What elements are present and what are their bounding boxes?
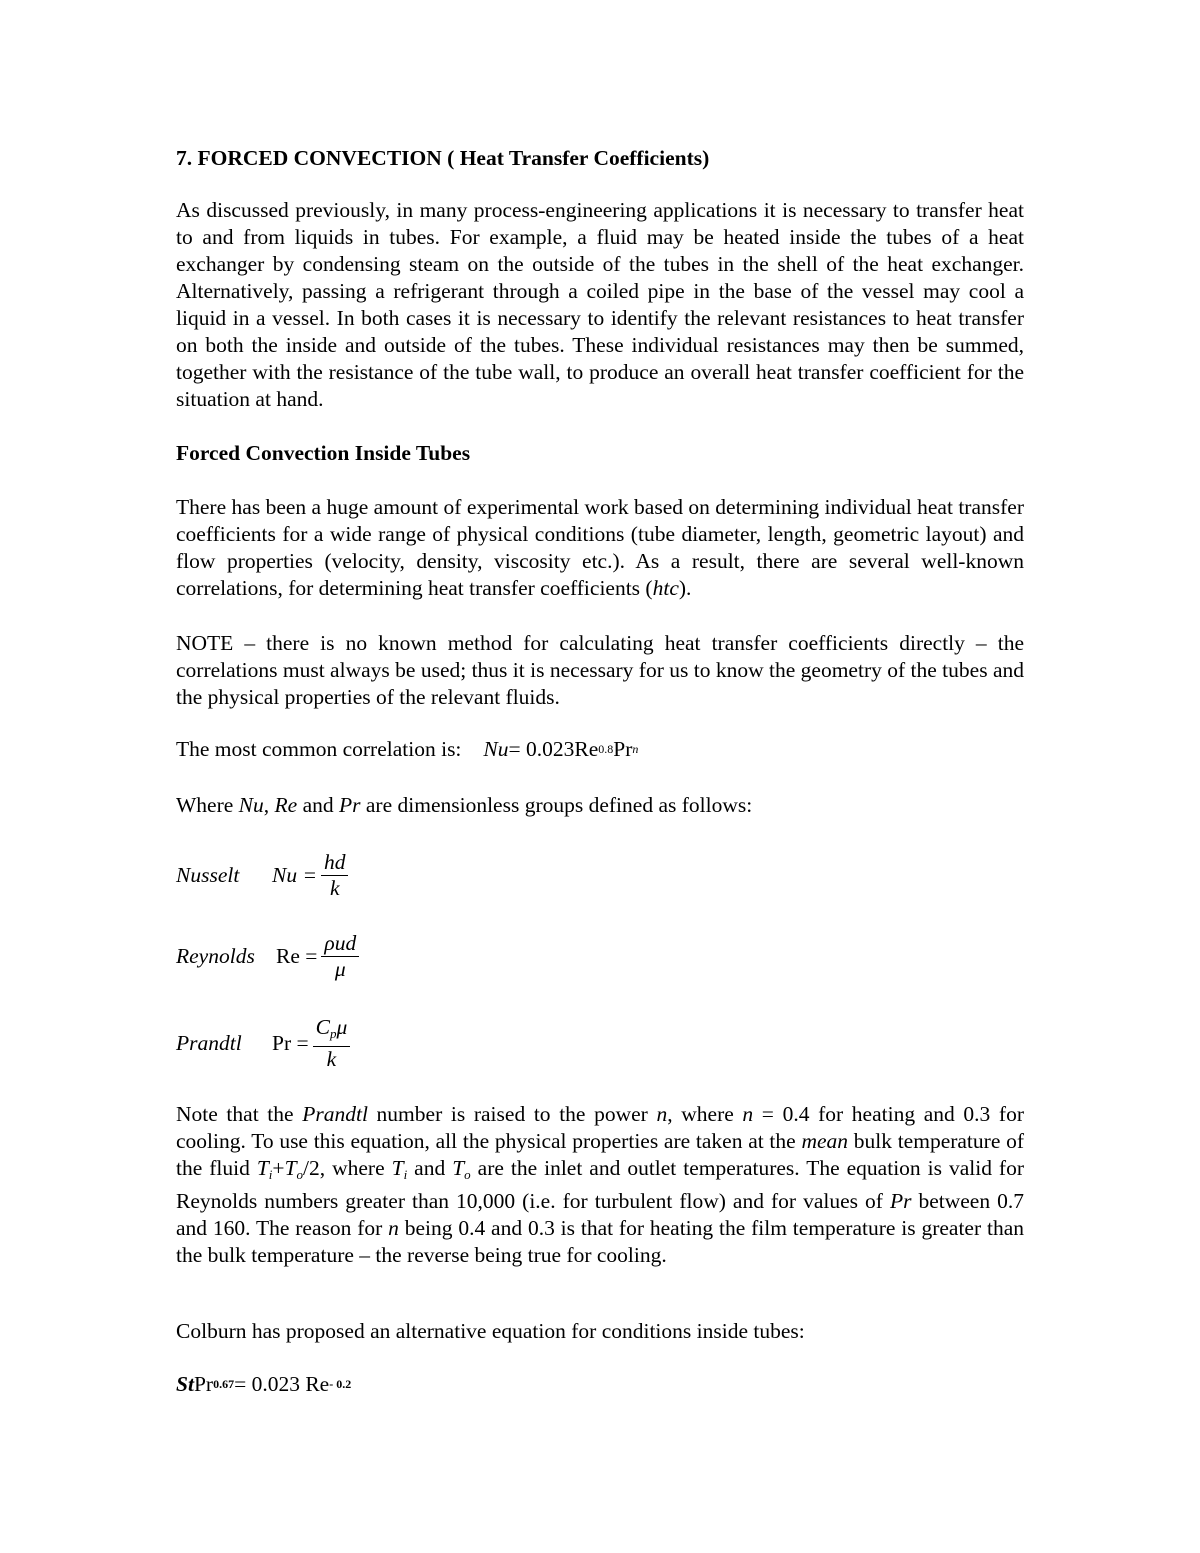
common-correlation-line: The most common correlation is: Nu = 0.023Re 0.8 Pr n bbox=[176, 737, 639, 761]
intro-paragraph: As discussed previously, in many process-engineering applications it is necessary to transfer heat to and from liquids in tubes. For example, a fluid may be heated inside the tubes of a heat exchanger by condensing steam on the outside of the tubes in the shell of the heat exchanger. Alternatively, passing a refrigerant through a coiled pipe in the base of the vessel may cool a liquid in a vessel. In both cases it is necessary to identify the relevant resistances to heat transfer on both the inside and outside of the tubes. These individual resistances may then be summed, together with the resistance of the tube wall, to produce an overall heat transfer coefficient for the situation at hand. bbox=[176, 198, 1024, 411]
nusselt-definition: Nusselt Nu = $\frac{hd}{k}$ bbox=[176, 850, 348, 901]
prandtl-definition: Prandtl Pr = $\frac{C_p\mu}{k}$ bbox=[176, 1015, 350, 1072]
prandtl-fraction: $\frac{C_p\mu}{k}$ bbox=[313, 1015, 351, 1072]
colburn-equation: St Pr 0.67 = 0.023 Re - 0.2 bbox=[176, 1372, 352, 1396]
colburn-paragraph: Colburn has proposed an alternative equation for conditions inside tubes: bbox=[176, 1319, 805, 1343]
section-heading: Forced Convection Inside Tubes bbox=[176, 441, 471, 465]
prandtl-note-paragraph: Note that the Prandtl number is raised to the power n, where n = 0.4 for heating and 0.3 for cooling. To use this equation, all the physical properties are taken at the mean bulk temperature of the fluid $T_i+T_o/2$, where $T_i$ and $T_o$ are the inlet and outlet temperatures. The equation is valid for Reynolds numbers greater than 10,000 (i.e. for turbulent flow) and for values of Pr between 0.7 and 160. The reason for n being 0.4 and 0.3 is that for heating the film temperature is greater than the bulk temperature – the reverse being true for cooling. bbox=[176, 1102, 1024, 1267]
note-paragraph: NOTE – there is no known method for calculating heat transfer coefficients directly – the correlations must always be used; thus it is necessary for us to know the geometry of the tubes and the physical properties of the relevant fluids. bbox=[176, 631, 1024, 709]
nusselt-fraction: $\frac{hd}{k}$ bbox=[321, 850, 349, 901]
where-line: Where Nu, Re and Pr are dimensionless groups defined as follows: bbox=[176, 793, 753, 817]
document-title: 7. FORCED CONVECTION ( Heat Transfer Coefficients) bbox=[176, 146, 710, 170]
nusselt-symbol: Nu bbox=[483, 737, 509, 761]
reynolds-fraction: $\frac{\text{ρud}}{\mu}$ bbox=[321, 931, 359, 982]
experimental-paragraph: There has been a huge amount of experimental work based on determining individual heat transfer coefficients for a wide range of physical conditions (tube diameter, length, geometric layout) and flow properties (velocity, density, viscosity etc.). As a result, there are several well-known correlations, for determining heat transfer coefficients (htc). bbox=[176, 495, 1024, 600]
reynolds-definition: Reynolds Re = $\frac{\text{ρud}}{\mu}$ bbox=[176, 931, 359, 982]
htc-abbreviation: htc bbox=[652, 576, 679, 600]
